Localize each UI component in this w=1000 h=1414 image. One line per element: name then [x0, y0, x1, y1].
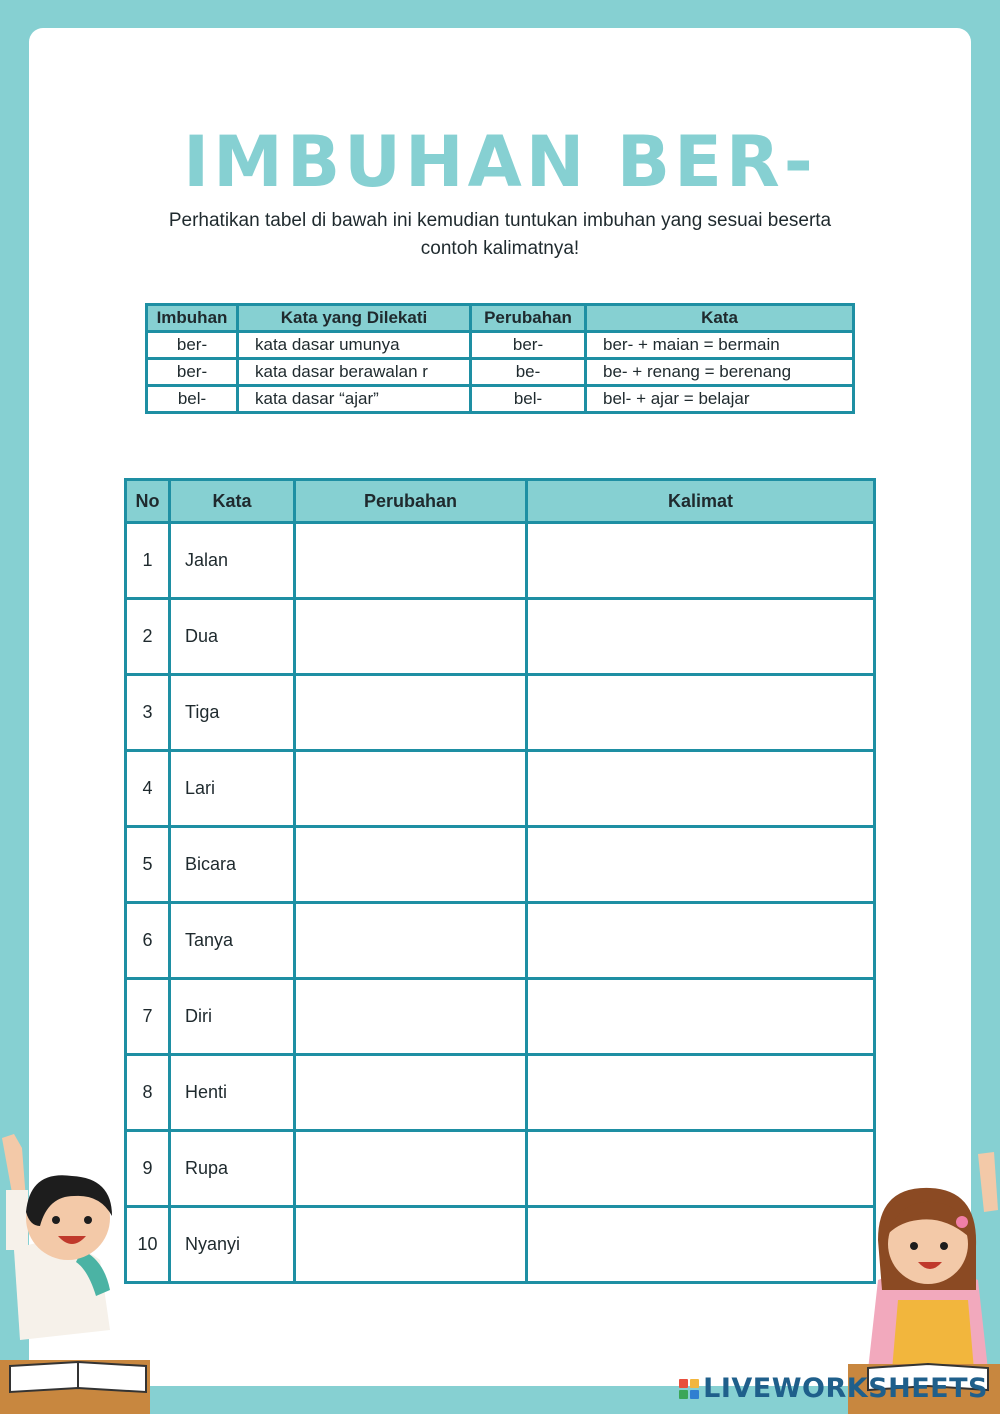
- perubahan-answer-field[interactable]: [295, 827, 527, 903]
- table-row: [126, 523, 875, 599]
- reference-header-row: [147, 305, 854, 332]
- ref-header-perubahan: Perubahan: [471, 305, 586, 332]
- header-no: No: [126, 480, 170, 523]
- row-word: Lari: [170, 751, 295, 827]
- ref-cell-perubahan: be-: [471, 359, 586, 386]
- perubahan-answer-field[interactable]: [295, 903, 527, 979]
- row-number: 5: [126, 827, 170, 903]
- perubahan-answer-field[interactable]: [295, 751, 527, 827]
- ref-cell-imbuhan: bel-: [147, 386, 238, 413]
- table-row: [126, 1055, 875, 1131]
- row-word: Rupa: [170, 1131, 295, 1207]
- row-number: 3: [126, 675, 170, 751]
- row-number: 7: [126, 979, 170, 1055]
- row-number: 10: [126, 1207, 170, 1283]
- table-row: [126, 751, 875, 827]
- kalimat-answer-field[interactable]: [527, 979, 875, 1055]
- header-kalimat: Kalimat: [527, 480, 875, 523]
- table-row: [147, 386, 854, 413]
- perubahan-answer-field[interactable]: [295, 979, 527, 1055]
- ref-cell-kata-dilekati: kata dasar “ajar”: [238, 386, 471, 413]
- kalimat-answer-field[interactable]: [527, 827, 875, 903]
- table-row: [126, 675, 875, 751]
- header-perubahan: Perubahan: [295, 480, 527, 523]
- table-row: [126, 1207, 875, 1283]
- kalimat-answer-field[interactable]: [527, 599, 875, 675]
- kalimat-answer-field[interactable]: [527, 1131, 875, 1207]
- row-number: 9: [126, 1131, 170, 1207]
- table-row: [126, 1131, 875, 1207]
- header-kata: Kata: [170, 480, 295, 523]
- watermark-text: LIVEWORKSHEETS: [703, 1373, 988, 1404]
- row-word: Nyanyi: [170, 1207, 295, 1283]
- row-number: 8: [126, 1055, 170, 1131]
- kalimat-answer-field[interactable]: [527, 675, 875, 751]
- table-row: [147, 332, 854, 359]
- reference-table: [145, 303, 855, 414]
- row-word: Diri: [170, 979, 295, 1055]
- ref-cell-kata: ber- + maian = bermain: [586, 332, 854, 359]
- ref-header-kata: Kata: [586, 305, 854, 332]
- row-number: 2: [126, 599, 170, 675]
- perubahan-answer-field[interactable]: [295, 523, 527, 599]
- table-row: [126, 827, 875, 903]
- kalimat-answer-field[interactable]: [527, 1055, 875, 1131]
- row-word: Jalan: [170, 523, 295, 599]
- kalimat-answer-field[interactable]: [527, 903, 875, 979]
- row-word: Tiga: [170, 675, 295, 751]
- ref-cell-perubahan: ber-: [471, 332, 586, 359]
- perubahan-answer-field[interactable]: [295, 1131, 527, 1207]
- table-row: [147, 359, 854, 386]
- ref-cell-perubahan: bel-: [471, 386, 586, 413]
- row-number: 4: [126, 751, 170, 827]
- row-word: Henti: [170, 1055, 295, 1131]
- exercise-table: [124, 478, 876, 1284]
- ref-header-imbuhan: Imbuhan: [147, 305, 238, 332]
- ref-cell-imbuhan: ber-: [147, 359, 238, 386]
- row-word: Bicara: [170, 827, 295, 903]
- ref-header-kata-dilekati: Kata yang Dilekati: [238, 305, 471, 332]
- perubahan-answer-field[interactable]: [295, 675, 527, 751]
- row-word: Dua: [170, 599, 295, 675]
- ref-cell-kata: bel- + ajar = belajar: [586, 386, 854, 413]
- exercise-header-row: [126, 480, 875, 523]
- perubahan-answer-field[interactable]: [295, 1207, 527, 1283]
- table-row: [126, 979, 875, 1055]
- ref-cell-kata-dilekati: kata dasar umunya: [238, 332, 471, 359]
- page-title: IMBUHAN BER-: [183, 121, 817, 203]
- perubahan-answer-field[interactable]: [295, 599, 527, 675]
- perubahan-answer-field[interactable]: [295, 1055, 527, 1131]
- instruction-text: Perhatikan tabel di bawah ini kemudian tuntukan imbuhan yang sesuai beserta contoh kalimatnya!: [168, 210, 832, 259]
- boy-illustration: [0, 1130, 160, 1414]
- table-row: [126, 903, 875, 979]
- kalimat-answer-field[interactable]: [527, 751, 875, 827]
- ref-cell-imbuhan: ber-: [147, 332, 238, 359]
- liveworksheets-logo-icon: [679, 1379, 699, 1399]
- liveworksheets-watermark: [679, 1373, 988, 1404]
- row-number: 1: [126, 523, 170, 599]
- ref-cell-kata: be- + renang = berenang: [586, 359, 854, 386]
- row-number: 6: [126, 903, 170, 979]
- kalimat-answer-field[interactable]: [527, 523, 875, 599]
- row-word: Tanya: [170, 903, 295, 979]
- table-row: [126, 599, 875, 675]
- ref-cell-kata-dilekati: kata dasar berawalan r: [238, 359, 471, 386]
- kalimat-answer-field[interactable]: [527, 1207, 875, 1283]
